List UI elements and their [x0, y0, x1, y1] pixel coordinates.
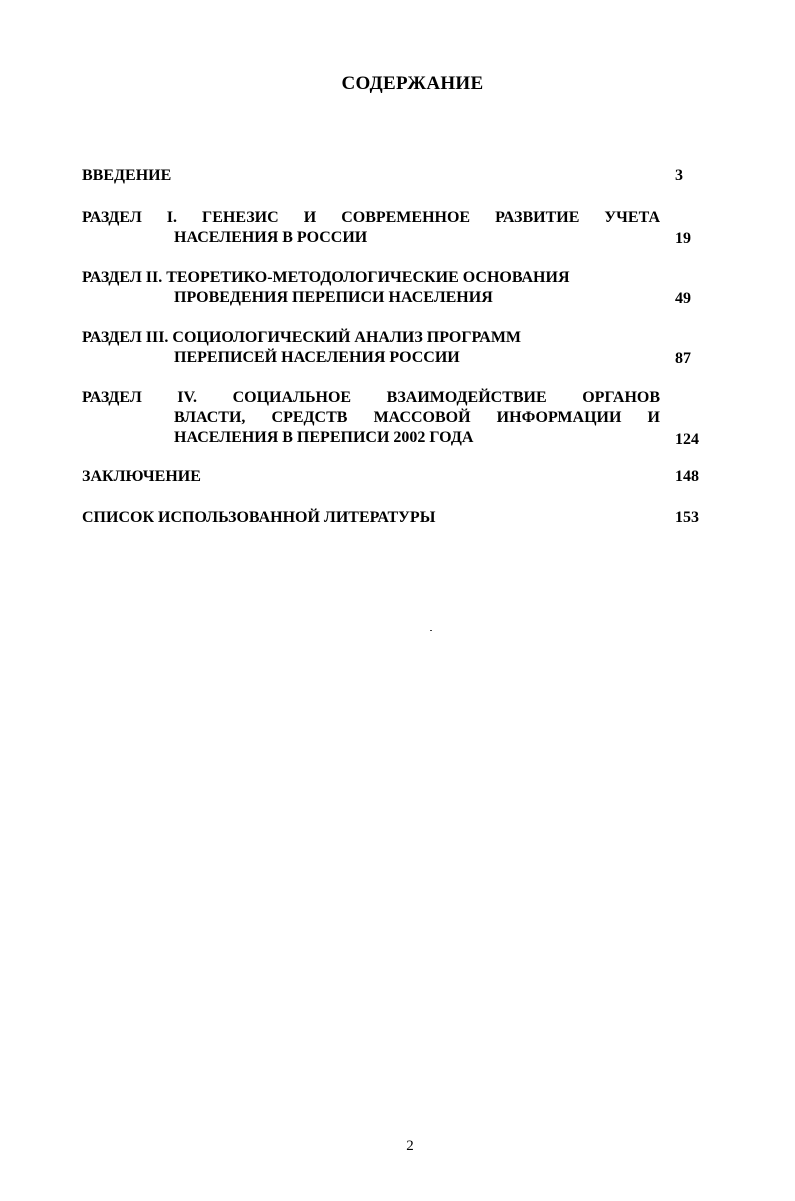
toc-entry-line: СПИСОК ИСПОЛЬЗОВАННОЙ ЛИТЕРАТУРЫ — [82, 509, 436, 526]
toc-entry-line: РАЗДЕЛ III. СОЦИОЛОГИЧЕСКИЙ АНАЛИЗ ПРОГРАММ — [82, 329, 522, 346]
toc-entry-section-1[interactable] — [82, 208, 702, 248]
page-title: СОДЕРЖАНИЕ — [341, 73, 484, 94]
toc-page-number: 3 — [675, 167, 683, 184]
page-number: 2 — [406, 1138, 414, 1154]
toc-entry-line: РАЗДЕЛ IV. СОЦИАЛЬНОЕ ВЗАИМОДЕЙСТВИЕ ОРГАНОВ — [82, 389, 660, 406]
toc-entry-introduction[interactable] — [82, 166, 702, 186]
toc-entry-line: РАЗДЕЛ I. ГЕНЕЗИС И СОВРЕМЕННОЕ РАЗВИТИЕ УЧЕТА — [82, 209, 660, 226]
toc-page-number: 87 — [675, 350, 691, 367]
toc-entry-conclusion[interactable] — [82, 467, 702, 487]
toc-page-number: 153 — [675, 509, 699, 526]
toc-entry-line: ПРОВЕДЕНИЯ ПЕРЕПИСИ НАСЕЛЕНИЯ — [174, 289, 493, 306]
toc-page-number: 19 — [675, 230, 691, 247]
toc-page-number: 124 — [675, 431, 699, 448]
toc-entry-line: ЗАКЛЮЧЕНИЕ — [82, 468, 201, 485]
toc-entry-bibliography[interactable] — [82, 508, 702, 528]
toc-entry-line: ВЛАСТИ, СРЕДСТВ МАССОВОЙ ИНФОРМАЦИИ И — [174, 409, 660, 426]
scan-speck — [430, 630, 432, 631]
toc-page-number: 148 — [675, 468, 699, 485]
toc-entry-line: НАСЕЛЕНИЯ В ПЕРЕПИСИ 2002 ГОДА — [174, 429, 474, 446]
toc-entry-line: ВВЕДЕНИЕ — [82, 167, 172, 184]
toc-entry-section-4[interactable] — [82, 388, 702, 448]
toc-entry-line: ПЕРЕПИСЕЙ НАСЕЛЕНИЯ РОССИИ — [174, 349, 460, 366]
toc-entry-section-3[interactable] — [82, 328, 702, 368]
toc-entry-line: НАСЕЛЕНИЯ В РОССИИ — [174, 229, 368, 246]
toc-page-number: 49 — [675, 290, 691, 307]
toc-entry-section-2[interactable] — [82, 268, 702, 308]
toc-entry-line: РАЗДЕЛ II. ТЕОРЕТИКО-МЕТОДОЛОГИЧЕСКИЕ ОСНОВАНИЯ — [82, 269, 570, 286]
